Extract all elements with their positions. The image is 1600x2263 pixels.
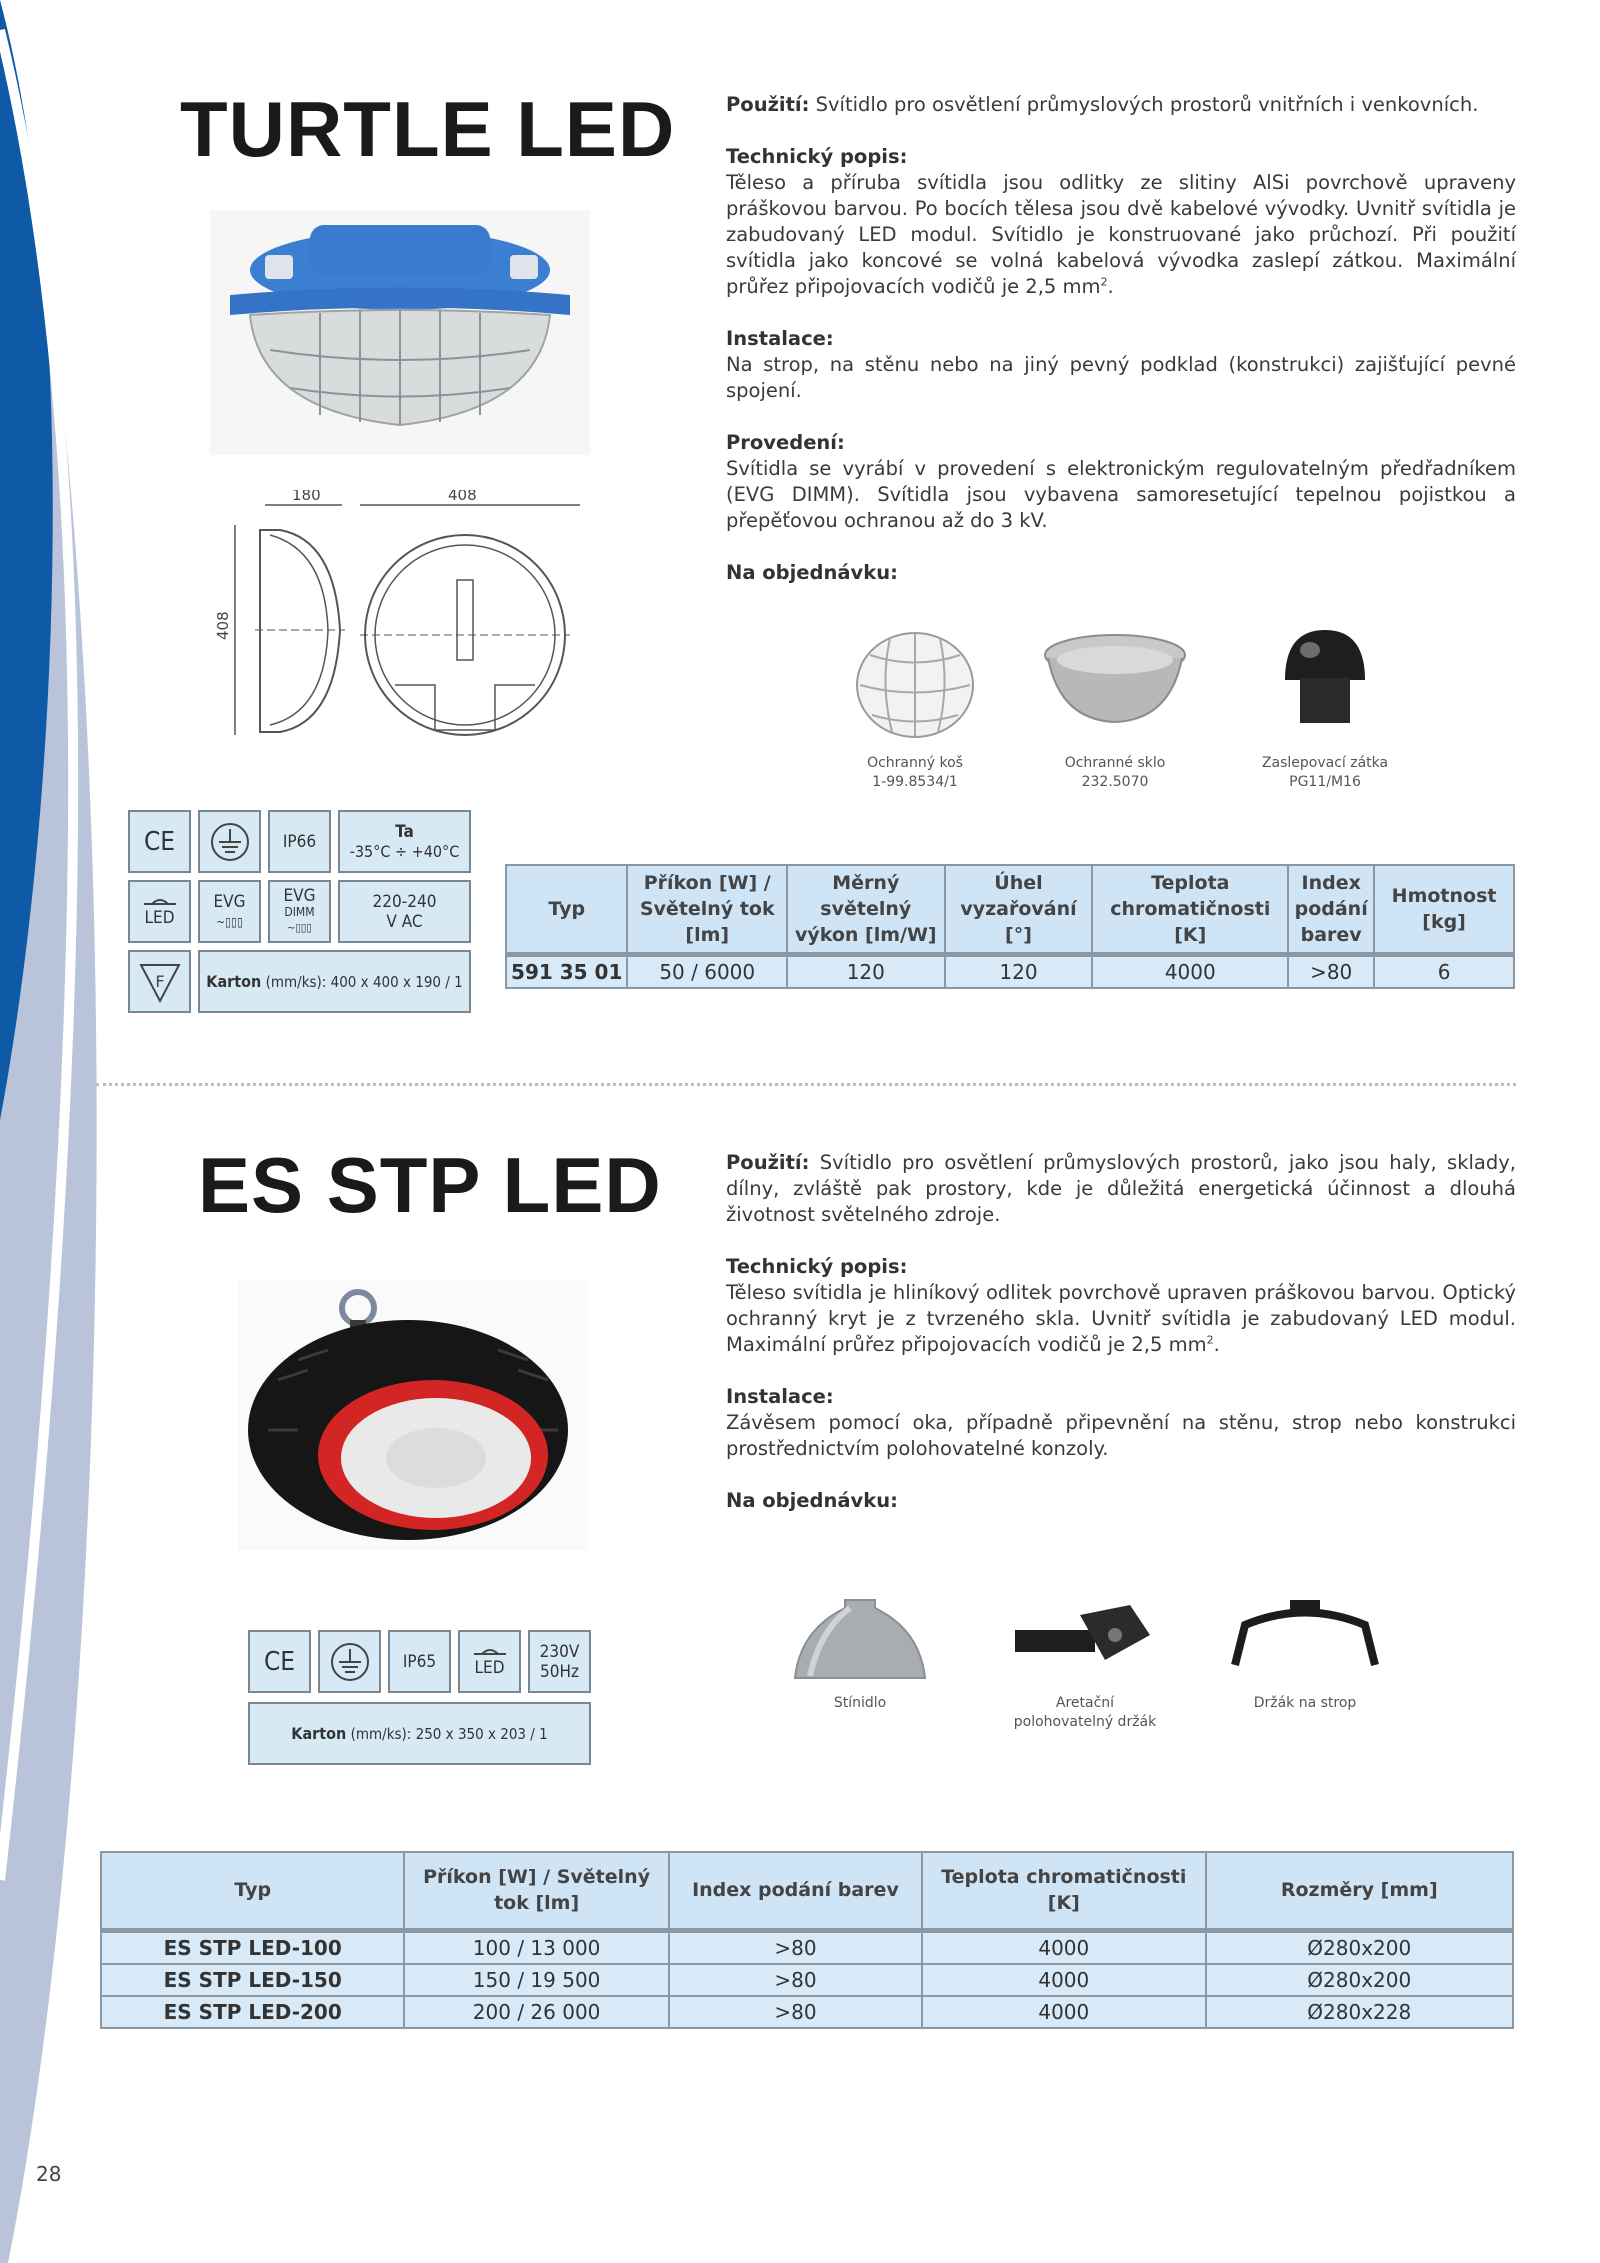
cell: Ø280x200 [1206, 1964, 1513, 1996]
accessory-name: Zaslepovací zátka [1261, 755, 1389, 771]
cell: Ø280x200 [1206, 1930, 1513, 1964]
cell: 100 / 13 000 [404, 1930, 668, 1964]
col-header: Typ [506, 865, 627, 955]
accessory-name: Aretační [1055, 1695, 1115, 1711]
evg-dimm-badge: EVG DIMM ~▯▯▯ [268, 880, 331, 943]
cell: ES STP LED-100 [101, 1930, 404, 1964]
ip-rating-badge: IP65 [388, 1630, 451, 1693]
tech-sup: 2 [1100, 275, 1108, 289]
cell: >80 [1288, 955, 1374, 989]
cell: ES STP LED-150 [101, 1964, 404, 1996]
col-header: Typ [101, 1852, 404, 1930]
col-header: Hmotnost [kg] [1374, 865, 1514, 955]
col-header: Index podání barev [669, 1852, 922, 1930]
col-header: Teplota chromatičnosti [K] [922, 1852, 1205, 1930]
accessory-protective-cage [820, 620, 1010, 792]
dim-front: 408 [448, 490, 477, 504]
use-text: Svítidlo pro osvětlení průmyslových prostorů vnitřních i venkovních. [809, 93, 1479, 116]
es-stp-product-photo [238, 1280, 588, 1550]
col-header: Příkon [W] / Světelný tok [lm] [404, 1852, 668, 1930]
col-header: Úhel vyzařování [°] [945, 865, 1093, 955]
cell: 6 [1374, 955, 1514, 989]
turtle-spec-table [505, 864, 1515, 989]
svg-text:F: F [154, 971, 165, 991]
cell: 591 35 01 [506, 955, 627, 989]
cell: 50 / 6000 [627, 955, 787, 989]
ce-mark-badge: CE [128, 810, 191, 873]
accessory-adjustable-bracket [985, 1590, 1185, 1732]
section-divider [96, 1083, 1516, 1086]
cell: >80 [669, 1964, 922, 1996]
ip-rating-badge: IP66 [268, 810, 331, 873]
ground-symbol-badge [318, 1630, 381, 1693]
turtle-product-photo [210, 210, 590, 455]
cell: 200 / 26 000 [404, 1996, 668, 2028]
cell: 4000 [922, 1930, 1205, 1964]
accessory-blanking-plug [1230, 620, 1420, 792]
tech-end: . [1107, 275, 1114, 298]
tech-sup: 2 [1206, 1333, 1214, 1347]
cell: 4000 [922, 1996, 1205, 2028]
order-label: Na objednávku: [726, 1489, 898, 1512]
tech-label: Technický popis: [726, 1255, 908, 1278]
accessory-code: polohovatelný držák [1013, 1714, 1157, 1730]
use-label: Použití: [726, 1151, 810, 1174]
table-row [506, 955, 1514, 989]
accessory-name: Ochranné sklo [1064, 755, 1166, 771]
ground-icon [328, 1640, 372, 1684]
dim-height: 408 [214, 611, 232, 640]
dimmer-icon: ~▯▯▯ [287, 920, 312, 934]
ballast-icon: ~▯▯▯ [216, 914, 243, 929]
led-lamp-icon [140, 896, 180, 908]
ce-mark-badge: CE [248, 1630, 311, 1693]
accessory-code: PG11/M16 [1289, 774, 1361, 790]
use-text: Svítidlo pro osvětlení průmyslových prostorů, jako jsou haly, sklady, dílny, zvláště pak prostory, kde je důležitá energetická účinnost a dlouhá životnost světelného zdroje. [726, 1151, 1516, 1226]
turtle-description [726, 92, 1516, 612]
voltage-badge: 220-240 V AC [338, 880, 471, 943]
accessory-name: Ochranný koš [867, 755, 963, 771]
accessory-protective-glass [1020, 620, 1210, 792]
table-header-row [506, 865, 1514, 955]
es-stp-spec-table [100, 1851, 1514, 2029]
cell: >80 [669, 1996, 922, 2028]
f-mark-icon [137, 959, 183, 1005]
led-badge: LED [458, 1630, 521, 1693]
cell: ES STP LED-200 [101, 1996, 404, 2028]
accessory-name: Stínidlo [833, 1695, 887, 1711]
table-row [101, 1930, 1513, 1964]
cell: Ø280x228 [1206, 1996, 1513, 2028]
f-mark-badge [128, 950, 191, 1013]
cell: 4000 [922, 1964, 1205, 1996]
led-badge: LED [128, 880, 191, 943]
table-row [101, 1996, 1513, 2028]
voltage-badge: 230V 50Hz [528, 1630, 591, 1693]
turtle-technical-drawing [210, 490, 600, 760]
col-header: Index podání barev [1288, 865, 1374, 955]
cell: >80 [669, 1930, 922, 1964]
tech-end: . [1213, 1333, 1220, 1356]
col-header: Příkon [W] / Světelný tok [lm] [627, 865, 787, 955]
install-label: Instalace: [726, 327, 834, 350]
evg-badge: EVG ~▯▯▯ [198, 880, 261, 943]
tech-label: Technický popis: [726, 145, 908, 168]
use-label: Použití: [726, 93, 810, 116]
dim-side: 180 [292, 490, 321, 504]
cell: 150 / 19 500 [404, 1964, 668, 1996]
col-header: Měrný světelný výkon [lm/W] [787, 865, 945, 955]
karton-badge: Karton (mm/ks): 400 x 400 x 190 / 1 [198, 950, 471, 1013]
col-header: Rozměry [mm] [1206, 1852, 1513, 1930]
variant-label: Provedení: [726, 431, 845, 454]
install-text: Na strop, na stěnu nebo na jiný pevný podklad (konstrukci) zajišťující pevné spojení. [726, 353, 1516, 402]
col-header: Teplota chromatičnosti [K] [1092, 865, 1288, 955]
variant-text: Svítidla se vyrábí v provedení s elektronickým regulovatelným předřadníkem (EVG DIMM). Svítidla jsou vybavena samoresetující tepelnou pojistkou a přepěťovou ochranou až do 3 kV. [726, 457, 1516, 532]
accessory-reflector [760, 1590, 960, 1713]
ambient-temp-badge: Ta -35°C ÷ +40°C [338, 810, 471, 873]
page-number: 28 [36, 2162, 62, 2186]
tech-text: Těleso svítidla je hliníkový odlitek povrchově upraven práškovou barvou. Optický ochranný kryt je z tvrzeného skla. Uvnitř svítidla je zabudovaný LED modul. Maximální průřez připojovacích vodičů je 2,5 mm [726, 1281, 1516, 1356]
accessory-name: Držák na strop [1253, 1695, 1357, 1711]
tech-text: Těleso a příruba svítidla jsou odlitky ze slitiny AlSi povrchově upraveny práškovou barvou. Po bocích tělesa jsou dvě kabelové vývodky. Uvnitř svítidla je zabudovaný LED modul. Svítidlo je konstruované jako průchozí. Při použití svítidla jako koncové se volná kabelová vývodka zaslepí zátkou. Maximální průřez připojovacích vodičů je 2,5 mm [726, 171, 1516, 298]
install-label: Instalace: [726, 1385, 834, 1408]
led-lamp-icon [470, 1646, 510, 1658]
ground-icon [208, 820, 252, 864]
order-label: Na objednávku: [726, 561, 898, 584]
ground-symbol-badge [198, 810, 261, 873]
karton-badge: Karton (mm/ks): 250 x 350 x 203 / 1 [248, 1702, 591, 1765]
accessory-ceiling-bracket [1205, 1590, 1405, 1713]
table-header-row [101, 1852, 1513, 1930]
product-title-turtle: TURTLE LED [180, 85, 676, 173]
table-row [101, 1964, 1513, 1996]
cell: 4000 [1092, 955, 1288, 989]
accessory-code: 1-99.8534/1 [872, 774, 958, 790]
install-text: Závěsem pomocí oka, případně připevnění na stěnu, strop nebo konstrukci prostřednictvím polohovatelné konzoly. [726, 1411, 1516, 1460]
cell: 120 [787, 955, 945, 989]
accessory-code: 232.5070 [1081, 774, 1149, 790]
cell: 120 [945, 955, 1093, 989]
product-title-es-stp: ES STP LED [198, 1141, 662, 1229]
es-stp-description [726, 1150, 1516, 1540]
